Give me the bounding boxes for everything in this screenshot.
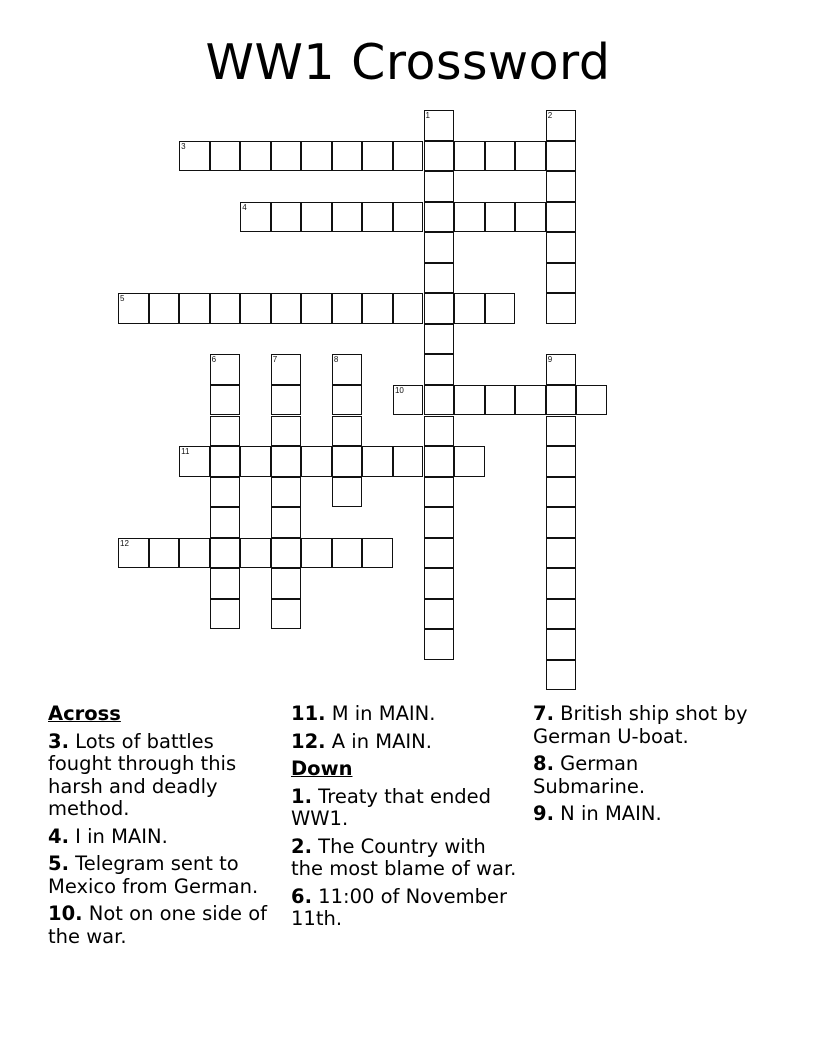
grid-cell[interactable] xyxy=(362,293,393,324)
grid-cell[interactable] xyxy=(149,293,180,324)
grid-cell[interactable] xyxy=(454,141,485,172)
grid-cell[interactable] xyxy=(515,385,546,416)
clue-number: 11. xyxy=(291,702,326,725)
grid-cell[interactable] xyxy=(332,385,363,416)
grid-cell[interactable] xyxy=(332,538,363,569)
grid-cell[interactable] xyxy=(240,446,271,477)
grid-cell[interactable] xyxy=(546,293,577,324)
clue-text: The Country with the most blame of war. xyxy=(291,834,517,880)
grid-cell[interactable] xyxy=(240,141,271,172)
cell-number: 5 xyxy=(120,294,125,304)
grid-cell[interactable] xyxy=(424,416,455,447)
grid-cell[interactable] xyxy=(210,446,241,477)
grid-cell[interactable] xyxy=(362,446,393,477)
grid-cell[interactable] xyxy=(424,385,455,416)
clue-down-1 xyxy=(291,786,519,831)
grid-cell[interactable] xyxy=(515,202,546,233)
cell-number: 1 xyxy=(425,111,430,120)
across-heading: Across xyxy=(48,702,121,725)
clue-text: German Submarine. xyxy=(533,752,646,798)
clues-column-2 xyxy=(291,703,519,936)
grid-cell[interactable] xyxy=(546,538,577,569)
grid-cell[interactable] xyxy=(271,385,302,416)
grid-cell[interactable] xyxy=(546,232,577,263)
clue-across-12 xyxy=(291,731,519,754)
clue-text: Not on one side of the war. xyxy=(48,902,268,948)
grid-cell[interactable] xyxy=(210,354,241,385)
cell-number: 3 xyxy=(181,141,186,151)
clue-number: 5. xyxy=(48,852,69,875)
grid-cell[interactable] xyxy=(393,293,424,324)
cell-number: 9 xyxy=(547,355,553,365)
grid-cell[interactable] xyxy=(332,446,363,477)
clues-column-1 xyxy=(48,703,280,953)
grid-cell[interactable] xyxy=(424,202,455,233)
grid-cell[interactable] xyxy=(485,385,516,416)
clue-down-8 xyxy=(533,753,753,798)
grid-cell[interactable] xyxy=(210,507,241,538)
grid-cell[interactable] xyxy=(424,599,455,630)
grid-cell[interactable] xyxy=(393,385,424,416)
cell-number: 6 xyxy=(211,355,217,365)
cell-number: 4 xyxy=(242,202,247,212)
grid-cell[interactable] xyxy=(424,232,455,263)
grid-cell[interactable] xyxy=(271,354,302,385)
grid-cell[interactable] xyxy=(546,110,577,141)
clue-down-7 xyxy=(533,703,753,748)
grid-cell[interactable] xyxy=(424,629,455,660)
grid-cell[interactable] xyxy=(271,293,302,324)
clue-number: 10. xyxy=(48,902,83,925)
grid-cell[interactable] xyxy=(546,629,577,660)
grid-cell[interactable] xyxy=(424,293,455,324)
grid-cell[interactable] xyxy=(424,477,455,508)
grid-cell[interactable] xyxy=(179,538,210,569)
grid-cell[interactable] xyxy=(210,538,241,569)
grid-cell[interactable] xyxy=(362,202,393,233)
grid-cell[interactable] xyxy=(271,507,302,538)
grid-cell[interactable] xyxy=(485,293,516,324)
grid-cell[interactable] xyxy=(271,599,302,630)
grid-cell[interactable] xyxy=(210,141,241,172)
grid-cell[interactable] xyxy=(424,446,455,477)
grid-cell[interactable] xyxy=(271,446,302,477)
grid-cell[interactable] xyxy=(424,263,455,294)
grid-cell[interactable] xyxy=(454,202,485,233)
grid-cell[interactable] xyxy=(210,416,241,447)
grid-cell[interactable] xyxy=(424,568,455,599)
grid-cell[interactable] xyxy=(546,416,577,447)
cell-number: 7 xyxy=(272,355,278,365)
clue-text: A in MAIN. xyxy=(325,729,432,753)
grid-cell[interactable] xyxy=(362,538,393,569)
clue-across-10 xyxy=(48,903,280,948)
grid-cell[interactable] xyxy=(271,416,302,447)
clue-text: Telegram sent to Mexico from German. xyxy=(48,852,259,898)
cell-number: 10 xyxy=(394,385,404,395)
grid-cell[interactable] xyxy=(546,568,577,599)
grid-cell[interactable] xyxy=(424,141,455,172)
clue-text: N in MAIN. xyxy=(553,802,662,825)
grid-cell[interactable] xyxy=(179,293,210,324)
grid-cell[interactable] xyxy=(546,202,577,233)
grid-cell[interactable] xyxy=(332,416,363,447)
grid-cell[interactable] xyxy=(301,446,332,477)
grid-cell[interactable] xyxy=(424,110,455,141)
grid-cell[interactable] xyxy=(546,507,577,538)
grid-cell[interactable] xyxy=(515,141,546,172)
grid-cell[interactable] xyxy=(576,385,607,416)
clue-across-4 xyxy=(48,826,280,849)
grid-cell[interactable] xyxy=(118,293,149,324)
clue-number: 3. xyxy=(48,729,69,753)
clue-text: Treaty that ended WW1. xyxy=(291,784,492,830)
grid-cell[interactable] xyxy=(271,568,302,599)
grid-cell[interactable] xyxy=(424,171,455,202)
cell-number: 12 xyxy=(120,538,129,548)
grid-cell[interactable] xyxy=(332,477,363,508)
clue-number: 9. xyxy=(533,802,554,825)
grid-cell[interactable] xyxy=(546,446,577,477)
clue-down-2 xyxy=(291,836,519,881)
clue-across-5 xyxy=(48,853,280,898)
clues-column-3 xyxy=(533,703,753,831)
grid-cell[interactable] xyxy=(118,538,149,569)
grid-cell[interactable] xyxy=(301,141,332,172)
grid-cell[interactable] xyxy=(485,202,516,233)
clue-across-3 xyxy=(48,731,280,821)
grid-cell[interactable] xyxy=(179,446,210,477)
grid-cell[interactable] xyxy=(454,293,485,324)
clue-text: M in MAIN. xyxy=(325,702,436,725)
grid-cell[interactable] xyxy=(393,141,424,172)
grid-cell[interactable] xyxy=(210,293,241,324)
grid-cell[interactable] xyxy=(546,660,577,691)
clue-down-9 xyxy=(533,803,753,826)
grid-cell[interactable] xyxy=(546,141,577,172)
grid-cell[interactable] xyxy=(546,477,577,508)
cell-number: 2 xyxy=(547,111,553,120)
grid-cell[interactable] xyxy=(424,507,455,538)
grid-cell[interactable] xyxy=(240,538,271,569)
grid-cell[interactable] xyxy=(393,202,424,233)
grid-cell[interactable] xyxy=(271,477,302,508)
clue-text: 11:00 of November 11th. xyxy=(291,884,508,930)
clue-down-6 xyxy=(291,886,519,931)
grid-cell[interactable] xyxy=(271,141,302,172)
grid-cell[interactable] xyxy=(301,202,332,233)
grid-cell[interactable] xyxy=(240,202,271,233)
grid-cell[interactable] xyxy=(301,293,332,324)
grid-cell[interactable] xyxy=(210,599,241,630)
grid-cell[interactable] xyxy=(271,538,302,569)
grid-cell[interactable] xyxy=(271,202,302,233)
cell-number: 8 xyxy=(333,355,339,365)
cell-number: 11 xyxy=(181,447,190,457)
grid-cell[interactable] xyxy=(546,354,577,385)
clue-text: I in MAIN. xyxy=(68,824,168,848)
grid-cell[interactable] xyxy=(424,354,455,385)
clue-text: Lots of battles fought through this harsh and deadly method. xyxy=(48,729,237,820)
grid-cell[interactable] xyxy=(332,202,363,233)
clue-number: 1. xyxy=(291,784,312,808)
grid-cell[interactable] xyxy=(179,141,210,172)
grid-cell[interactable] xyxy=(546,599,577,630)
grid-cell[interactable] xyxy=(485,141,516,172)
clue-number: 7. xyxy=(533,702,554,725)
clue-number: 6. xyxy=(291,884,312,908)
grid-cell[interactable] xyxy=(454,385,485,416)
clue-number: 8. xyxy=(533,752,554,775)
clue-across-11 xyxy=(291,703,519,726)
grid-cell[interactable] xyxy=(301,538,332,569)
clue-text: British ship shot by German U-boat. xyxy=(533,702,748,748)
grid-cell[interactable] xyxy=(210,568,241,599)
down-heading: Down xyxy=(291,757,353,780)
grid-cell[interactable] xyxy=(546,385,577,416)
grid-cell[interactable] xyxy=(454,446,485,477)
clue-number: 4. xyxy=(48,824,69,848)
grid-cell[interactable] xyxy=(210,385,241,416)
clue-number: 12. xyxy=(291,729,326,753)
grid-cell[interactable] xyxy=(393,446,424,477)
grid-cell[interactable] xyxy=(362,141,393,172)
grid-cell[interactable] xyxy=(332,141,363,172)
grid-cell[interactable] xyxy=(546,171,577,202)
grid-cell[interactable] xyxy=(424,324,455,355)
grid-cell[interactable] xyxy=(240,293,271,324)
clue-number: 2. xyxy=(291,834,312,858)
grid-cell[interactable] xyxy=(149,538,180,569)
grid-cell[interactable] xyxy=(424,538,455,569)
grid-cell[interactable] xyxy=(210,477,241,508)
grid-cell[interactable] xyxy=(332,354,363,385)
grid-cell[interactable] xyxy=(546,263,577,294)
page-title: WW1 Crossword xyxy=(205,34,611,91)
grid-cell[interactable] xyxy=(332,293,363,324)
